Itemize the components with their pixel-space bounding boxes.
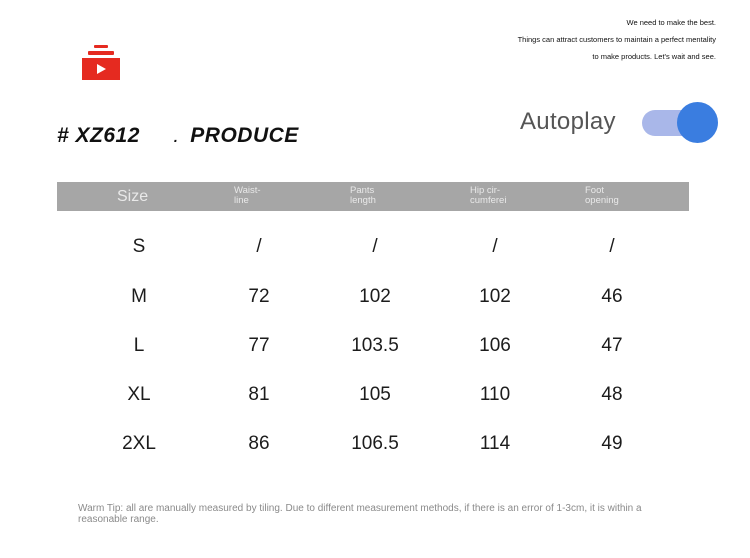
- cell-waistline: 72: [248, 286, 270, 307]
- tagline: [518, 14, 716, 65]
- header-waistline: Waist- line: [234, 186, 261, 206]
- table-row: [57, 335, 689, 375]
- cell-size: M: [131, 286, 147, 307]
- toggle-knob: [677, 102, 718, 143]
- cell-pants-length: /: [372, 236, 378, 257]
- cell-size: L: [133, 335, 145, 356]
- table-row: [57, 286, 689, 326]
- cell-pants-length: 105: [359, 384, 391, 405]
- cell-pants-length: 106.5: [351, 433, 399, 454]
- cell-hip: 114: [479, 433, 511, 454]
- cell-pants-length: 103.5: [351, 335, 399, 356]
- cell-size: 2XL: [122, 433, 156, 454]
- warm-tip: Warm Tip: all are manually measured by tiling. Due to different measurement methods, if there is an error of 1-3cm, it is within a reasonable range.: [78, 503, 642, 525]
- cell-waistline: 77: [248, 335, 270, 356]
- cell-hip: 102: [479, 286, 511, 307]
- cell-waistline: 86: [248, 433, 270, 454]
- cell-foot-opening: 47: [601, 335, 623, 356]
- cell-hip: 110: [479, 384, 511, 405]
- tagline-line: to make products. Let's wait and see.: [592, 52, 716, 61]
- cell-foot-opening: /: [609, 236, 615, 257]
- cell-pants-length: 102: [359, 286, 391, 307]
- cell-hip: /: [492, 236, 498, 257]
- autoplay-toggle[interactable]: [642, 110, 714, 136]
- product-dot: .: [173, 129, 179, 145]
- autoplay-label: Autoplay: [520, 108, 616, 135]
- product-code: # XZ612: [57, 124, 140, 147]
- cell-waistline: /: [256, 236, 262, 257]
- table-row: [57, 433, 689, 473]
- table-row: [57, 384, 689, 424]
- cell-foot-opening: 49: [601, 433, 623, 454]
- header-pants-length: Pants length: [350, 186, 376, 206]
- product-word: PRODUCE: [190, 124, 299, 147]
- header-foot-opening: Foot opening: [585, 186, 619, 206]
- cell-size: S: [132, 236, 146, 257]
- product-title: [57, 124, 299, 148]
- table-row: [57, 236, 689, 276]
- cell-size: XL: [127, 384, 151, 405]
- cell-waistline: 81: [248, 384, 270, 405]
- header-hip-circumference: Hip cir- cumferei: [470, 186, 507, 206]
- header-size: Size: [117, 188, 149, 205]
- size-table-header: [57, 182, 689, 211]
- cell-foot-opening: 46: [601, 286, 623, 307]
- tagline-line: Things can attract customers to maintain a perfect mentality: [517, 35, 716, 44]
- cell-hip: 106: [479, 335, 511, 356]
- tagline-line: We need to make the best.: [626, 18, 716, 27]
- brand-logo-icon: [81, 45, 121, 81]
- cell-foot-opening: 48: [601, 384, 623, 405]
